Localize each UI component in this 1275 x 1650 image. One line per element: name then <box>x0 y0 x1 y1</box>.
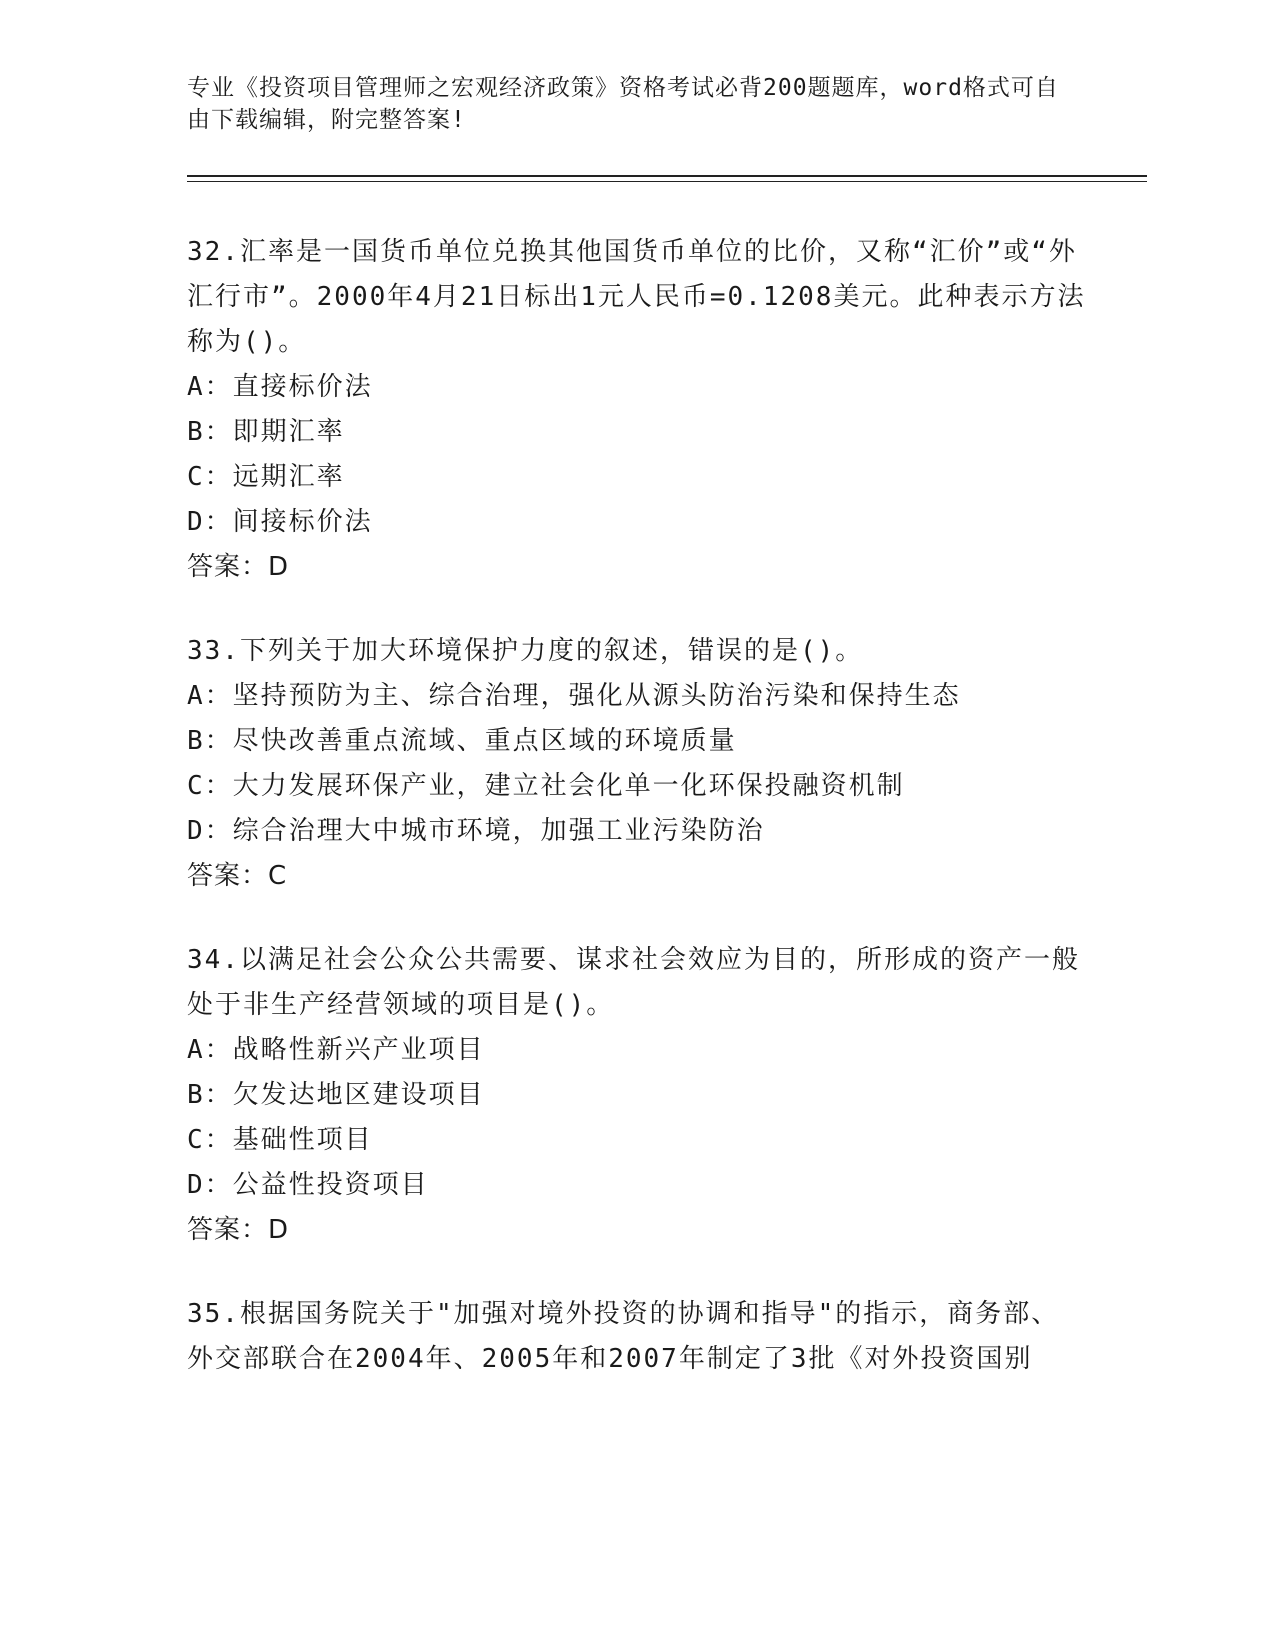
option-b: B：即期汇率 <box>187 417 345 447</box>
option-c: C：远期汇率 <box>187 462 345 492</box>
option-a: A：直接标价法 <box>187 372 373 402</box>
option-d: D：公益性投资项目 <box>187 1170 429 1200</box>
option-a: A：战略性新兴产业项目 <box>187 1035 485 1065</box>
question-33 <box>187 629 1087 899</box>
question-32 <box>187 230 1087 590</box>
option-b: B：尽快改善重点流域、重点区域的环境质量 <box>187 726 737 756</box>
question-stem: 34.以满足社会公众公共需要、谋求社会效应为目的，所形成的资产一般处于非生产经营领域的项目是()。 <box>187 945 1080 1020</box>
option-d: D：综合治理大中城市环境，加强工业污染防治 <box>187 816 765 846</box>
document-header: 专业《投资项目管理师之宏观经济政策》资格考试必背200题题库，word格式可自由下载编辑，附完整答案! <box>187 75 1059 133</box>
answer: 答案：C <box>187 861 288 891</box>
question-stem: 33.下列关于加大环境保护力度的叙述，错误的是()。 <box>187 636 864 666</box>
header-divider-thin <box>187 181 1147 182</box>
question-stem: 35.根据国务院关于"加强对境外投资的协调和指导"的指示，商务部、外交部联合在2004年、2005年和2007年制定了3批《对外投资国别 <box>187 1299 1060 1374</box>
option-d: D：间接标价法 <box>187 507 373 537</box>
option-c: C：大力发展环保产业，建立社会化单一化环保投融资机制 <box>187 771 905 801</box>
answer: 答案：D <box>187 552 290 582</box>
question-34 <box>187 938 1087 1253</box>
option-c: C：基础性项目 <box>187 1125 373 1155</box>
option-a: A：坚持预防为主、综合治理，强化从源头防治污染和保持生态 <box>187 681 961 711</box>
option-b: B：欠发达地区建设项目 <box>187 1080 485 1110</box>
question-list <box>187 230 1087 1421</box>
header-divider-thick <box>187 175 1147 177</box>
answer: 答案：D <box>187 1215 290 1245</box>
question-35 <box>187 1292 1087 1382</box>
question-stem: 32.汇率是一国货币单位兑换其他国货币单位的比价，又称“汇价”或“外汇行市”。2000年4月21日标出1元人民币=0.1208美元。此种表示方法称为()。 <box>187 237 1086 357</box>
